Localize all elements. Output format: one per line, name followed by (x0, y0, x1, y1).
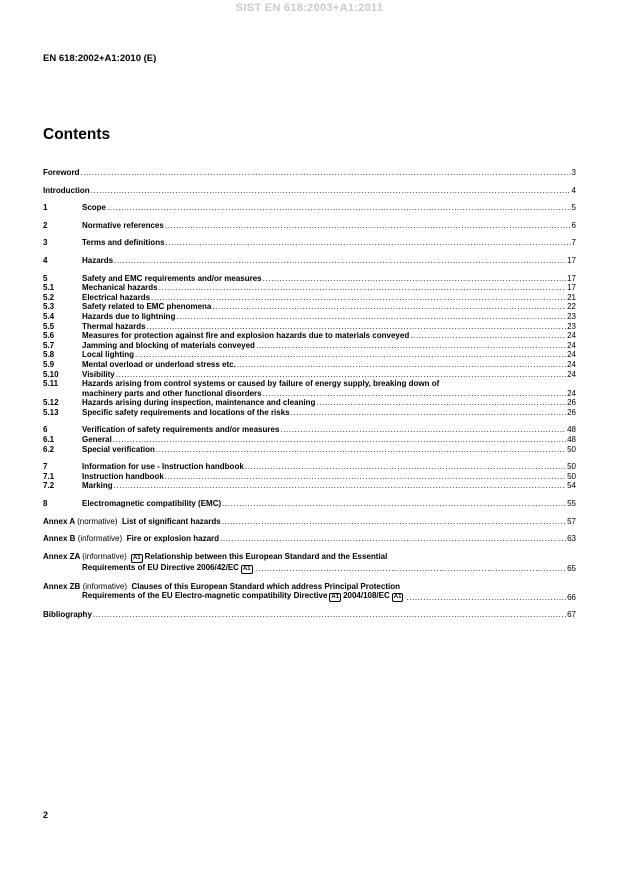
toc-entry-6-1[interactable]: 6.1 General ..... 48 (43, 435, 576, 445)
amendment-start-icon: A1 (132, 554, 141, 561)
toc-entry-5-8[interactable]: 5.8 Local lighting ..... 24 (43, 350, 576, 360)
toc-entry-5-10[interactable]: 5.10 Visibility ..... 24 (43, 370, 576, 380)
toc-entry-7-1[interactable]: 7.1 Instruction handbook ..... 50 (43, 472, 576, 482)
toc-entry-5[interactable]: 5 Safety and EMC requirements and/or measures ..... 17 (43, 274, 576, 284)
toc-entry-5-5[interactable]: 5.5 Thermal hazards ..... 23 (43, 322, 576, 332)
toc-entry-annex-a[interactable]: Annex A (normative) List of significant hazards ..... 57 (43, 517, 576, 527)
toc-entry-5-11[interactable]: 5.11 Hazards arising from control systems or caused by failure of energy supply, breaking down of machinery parts and other functional disorders ..... 24 (43, 379, 576, 398)
toc-entry-2[interactable]: 2 Normative references ..... 6 (43, 221, 576, 231)
toc-entry-5-2[interactable]: 5.2 Electrical hazards ..... 21 (43, 293, 576, 303)
toc-entry-7-2[interactable]: 7.2 Marking ..... 54 (43, 481, 576, 491)
amendment-start-icon: A1 (331, 594, 340, 601)
toc-entry-4[interactable]: 4 Hazards ..... 17 (43, 256, 576, 266)
document-header: EN 618:2002+A1:2010 (E) (43, 53, 157, 64)
toc-entry-annex-za[interactable]: Annex ZA (informative) A1 Relationship between this European Standard and the Essential Requirements of EU Directive 2006/42/EC A1 ..... 65 (43, 552, 576, 574)
toc-entry-5-1[interactable]: 5.1 Mechanical hazards ..... 17 (43, 283, 576, 293)
table-of-contents (43, 168, 576, 620)
amendment-end-icon: A1 (242, 565, 251, 572)
toc-entry-5-6[interactable]: 5.6 Measures for protection against fire and explosion hazards due to materials conveyed ..... 24 (43, 331, 576, 341)
toc-entry-introduction[interactable]: Introduction ..... 4 (43, 186, 576, 196)
toc-entry-foreword[interactable]: Foreword ..... 3 (43, 168, 576, 178)
toc-entry-7[interactable]: 7 Information for use - Instruction handbook ..... 50 (43, 462, 576, 472)
toc-entry-6[interactable]: 6 Verification of safety requirements and/or measures ..... 48 (43, 425, 576, 435)
watermark: SIST EN 618:2003+A1:2011 (235, 2, 384, 14)
toc-entry-bibliography[interactable]: Bibliography ..... 67 (43, 610, 576, 620)
toc-entry-5-4[interactable]: 5.4 Hazards due to lightning ..... 23 (43, 312, 576, 322)
amendment-end-icon: A1 (393, 594, 402, 601)
toc-entry-5-12[interactable]: 5.12 Hazards arising during inspection, maintenance and cleaning ..... 26 (43, 398, 576, 408)
toc-entry-5-3[interactable]: 5.3 Safety related to EMC phenomena ..... 22 (43, 302, 576, 312)
toc-entry-8[interactable]: 8 Electromagnetic compatibility (EMC) ..... 55 (43, 499, 576, 509)
toc-entry-1[interactable]: 1 Scope ..... 5 (43, 203, 576, 213)
toc-entry-5-13[interactable]: 5.13 Specific safety requirements and locations of the risks ..... 26 (43, 408, 576, 418)
toc-entry-6-2[interactable]: 6.2 Special verification ..... 50 (43, 445, 576, 455)
page-number: 2 (43, 810, 49, 820)
toc-entry-5-9[interactable]: 5.9 Mental overload or underload stress etc. ..... 24 (43, 360, 576, 370)
toc-entry-5-7[interactable]: 5.7 Jamming and blocking of materials conveyed ..... 24 (43, 341, 576, 351)
toc-entry-annex-zb[interactable]: Annex ZB (informative) Clauses of this European Standard which address Principal Protection Requirements of the EU Electro-magnetic compatibility Directive A1 2004/108/EC A1 ..... 66 (43, 582, 576, 603)
page-title: Contents (43, 126, 111, 143)
toc-entry-3[interactable]: 3 Terms and definitions ..... 7 (43, 238, 576, 248)
toc-entry-annex-b[interactable]: Annex B (informative) Fire or explosion hazard ..... 63 (43, 534, 576, 544)
